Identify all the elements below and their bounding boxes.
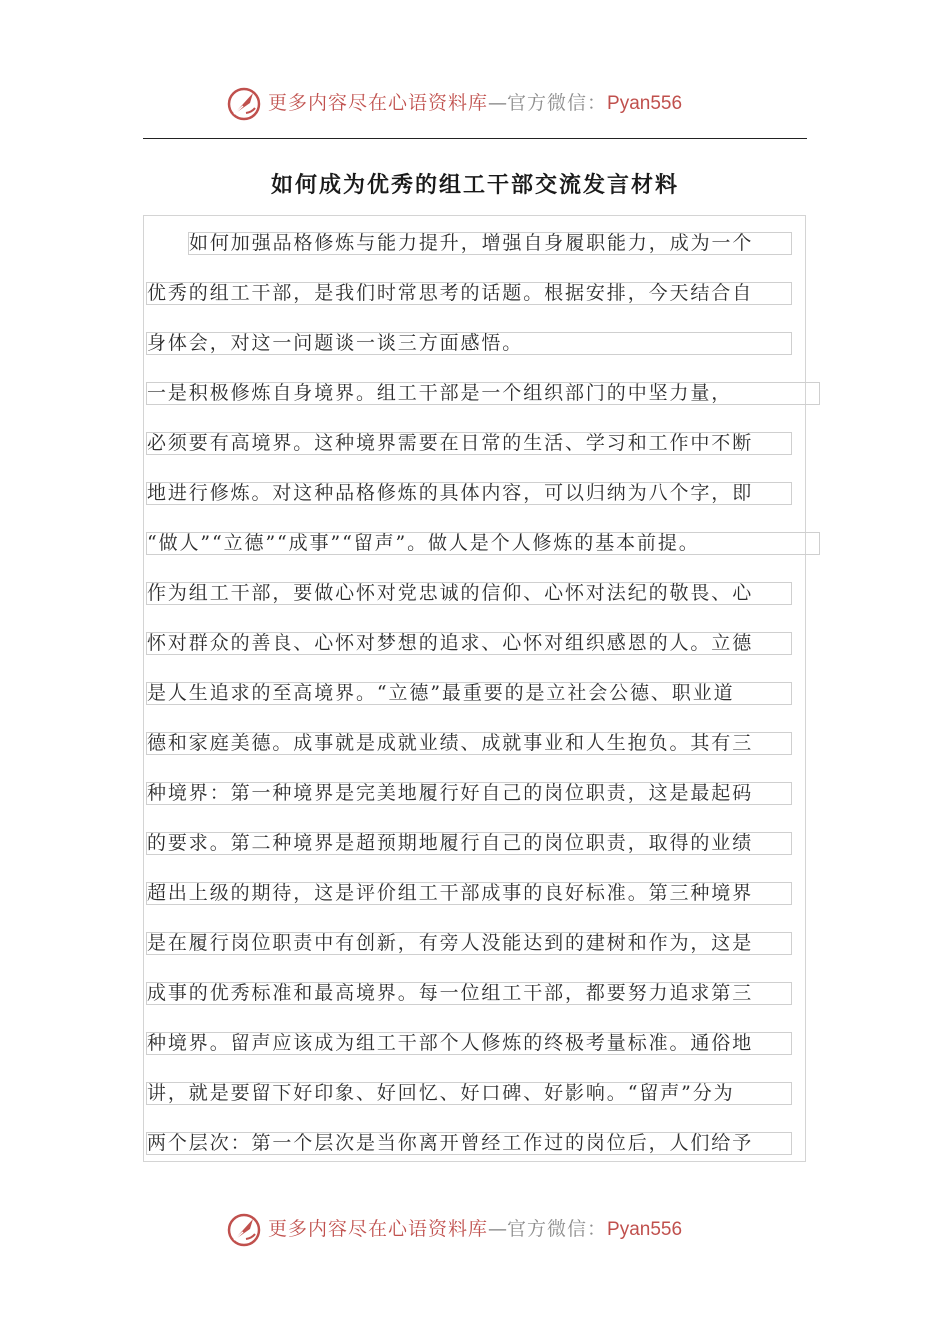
text-line: 如何加强品格修炼与能力提升，增强自身履职能力，成为一个 — [188, 232, 792, 255]
document-title: 如何成为优秀的组工干部交流发言材料 — [270, 173, 679, 198]
text-line: 是在履行岗位职责中有创新，有旁人没能达到的建树和作为，这是 — [146, 932, 792, 955]
text-line: 优秀的组工干部，是我们时常思考的话题。根据安排，今天结合自 — [146, 282, 792, 305]
banner-wechat-label: 官方微信： — [507, 92, 608, 114]
banner-dash: — — [488, 92, 508, 114]
text-line: 一是积极修炼自身境界。组工干部是一个组织部门的中坚力量， — [146, 382, 820, 405]
footer-wechat-label: 官方微信： — [507, 1218, 608, 1240]
text-line: 怀对群众的善良、心怀对梦想的追求、心怀对组织感恩的人。立德 — [146, 632, 792, 655]
text-line: 必须要有高境界。这种境界需要在日常的生活、学习和工作中不断 — [146, 432, 792, 455]
text-line: 种境界。留声应该成为组工干部个人修炼的终极考量标准。通俗地 — [146, 1032, 792, 1055]
text-line: 地进行修炼。对这种品格修炼的具体内容，可以归纳为八个字，即 — [146, 482, 792, 505]
footer-banner-text — [268, 1216, 682, 1243]
text-line: 超出上级的期待，这是评价组工干部成事的良好标准。第三种境界 — [146, 882, 792, 905]
footer-wechat-id: Pyan556 — [607, 1219, 683, 1240]
text-line: 德和家庭美德。成事就是成就业绩、成就事业和人生抱负。其有三 — [146, 732, 792, 755]
footer-banner — [0, 1210, 950, 1250]
quill-logo-icon — [226, 1212, 262, 1248]
text-line: 讲，就是要留下好印象、好回忆、好口碑、好影响。“留声”分为 — [146, 1082, 792, 1105]
header-divider — [143, 138, 807, 139]
text-line: 身体会，对这一问题谈一谈三方面感悟。 — [146, 332, 792, 355]
banner-text — [268, 90, 682, 117]
text-line: 两个层次：第一个层次是当你离开曾经工作过的岗位后，人们给予 — [146, 1132, 792, 1155]
text-line: 的要求。第二种境界是超预期地履行自己的岗位职责，取得的业绩 — [146, 832, 792, 855]
header-banner — [0, 84, 950, 124]
banner-site: 更多内容尽在心语资料库 — [268, 92, 489, 114]
text-line: “做人”“立德”“成事”“留声”。做人是个人修炼的基本前提。 — [146, 532, 820, 555]
text-line: 种境界：第一种境界是完美地履行好自己的岗位职责，这是最起码 — [146, 782, 792, 805]
text-line: 成事的优秀标准和最高境界。每一位组工干部，都要努力追求第三 — [146, 982, 792, 1005]
quill-logo-icon — [226, 86, 262, 122]
footer-site: 更多内容尽在心语资料库 — [268, 1218, 489, 1240]
banner-wechat-id: Pyan556 — [607, 93, 683, 114]
text-line: 是人生追求的至高境界。“立德”最重要的是立社会公德、职业道 — [146, 682, 792, 705]
footer-dash: — — [488, 1218, 508, 1240]
text-line: 作为组工干部，要做心怀对党忠诚的信仰、心怀对法纪的敬畏、心 — [146, 582, 792, 605]
